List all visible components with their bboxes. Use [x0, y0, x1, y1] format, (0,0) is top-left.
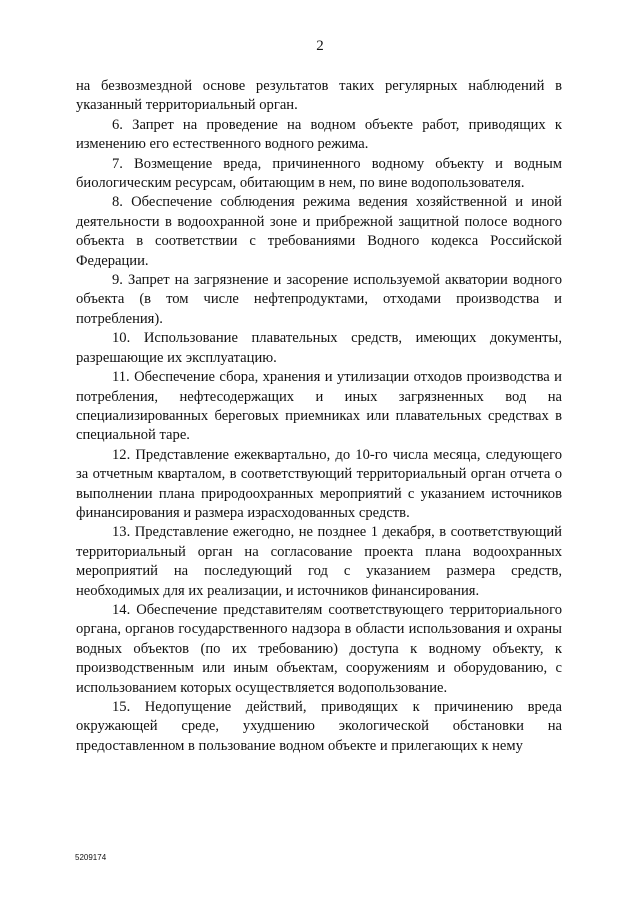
page-number: 2: [316, 38, 324, 54]
paragraph-item-12: 12. Представление ежеквартально, до 10-го числа месяца, следующего за отчетным кварталом, в соответствующий территориальный орган отчета о выполнении плана природоохранных мероприятий с указанием источников финансирования и размера израсходованных средств.: [76, 446, 562, 521]
paragraph-item-11: 11. Обеспечение сбора, хранения и утилизации отходов производства и потребления, нефтесодержащих и иных загрязненных вод на специализированных береговых приемниках или плавательных средствах в специальной таре.: [76, 369, 562, 444]
paragraph-continuation: на безвозмездной основе результатов таких регулярных наблюдений в указанный территориальный орган.: [76, 78, 562, 114]
paragraph-item-10: 10. Использование плавательных средств, имеющих документы, разрешающие их эксплуатацию.: [76, 330, 562, 366]
footer-document-code: 5209174: [75, 853, 107, 862]
paragraph-item-14: 14. Обеспечение представителям соответствующего территориального органа, органов государственного надзора в области использования и охраны водных объектов (по их требованию) доступа к водному объекту, к производственным или иным объектам, сооружениям и оборудованию, с использованием которых осуществляется водопользование.: [76, 601, 562, 696]
paragraph-item-9: 9. Запрет на загрязнение и засорение используемой акватории водного объекта (в том числе нефтепродуктами, отходами производства и потребления).: [76, 272, 562, 327]
paragraph-item-7: 7. Возмещение вреда, причиненного водному объекту и водным биологическим ресурсам, обитающим в нем, по вине водопользователя.: [76, 155, 562, 192]
paragraph-item-13: 13. Представление ежегодно, не позднее 1 декабря, в соответствующий территориальный орган на согласование проекта плана водоохранных мероприятий на последующий год с указанием размера средств, необходимых для их реализации, и источников финансирования.: [76, 524, 562, 599]
paragraph-item-8: 8. Обеспечение соблюдения режима ведения хозяйственной и иной деятельности в водоохранной зоне и прибрежной защитной полосе водного объекта в соответствии с требованиями Водного кодекса Российской Федерации.: [76, 194, 562, 269]
document-body: [76, 77, 562, 756]
paragraph-item-15: 15. Недопущение действий, приводящих к причинению вреда окружающей среде, ухудшению экологической обстановки на предоставленном в пользование водном объекте и прилегающих к нему: [76, 699, 562, 754]
paragraph-item-6: 6. Запрет на проведение на водном объекте работ, приводящих к изменению его естественного водного режима.: [76, 116, 562, 153]
